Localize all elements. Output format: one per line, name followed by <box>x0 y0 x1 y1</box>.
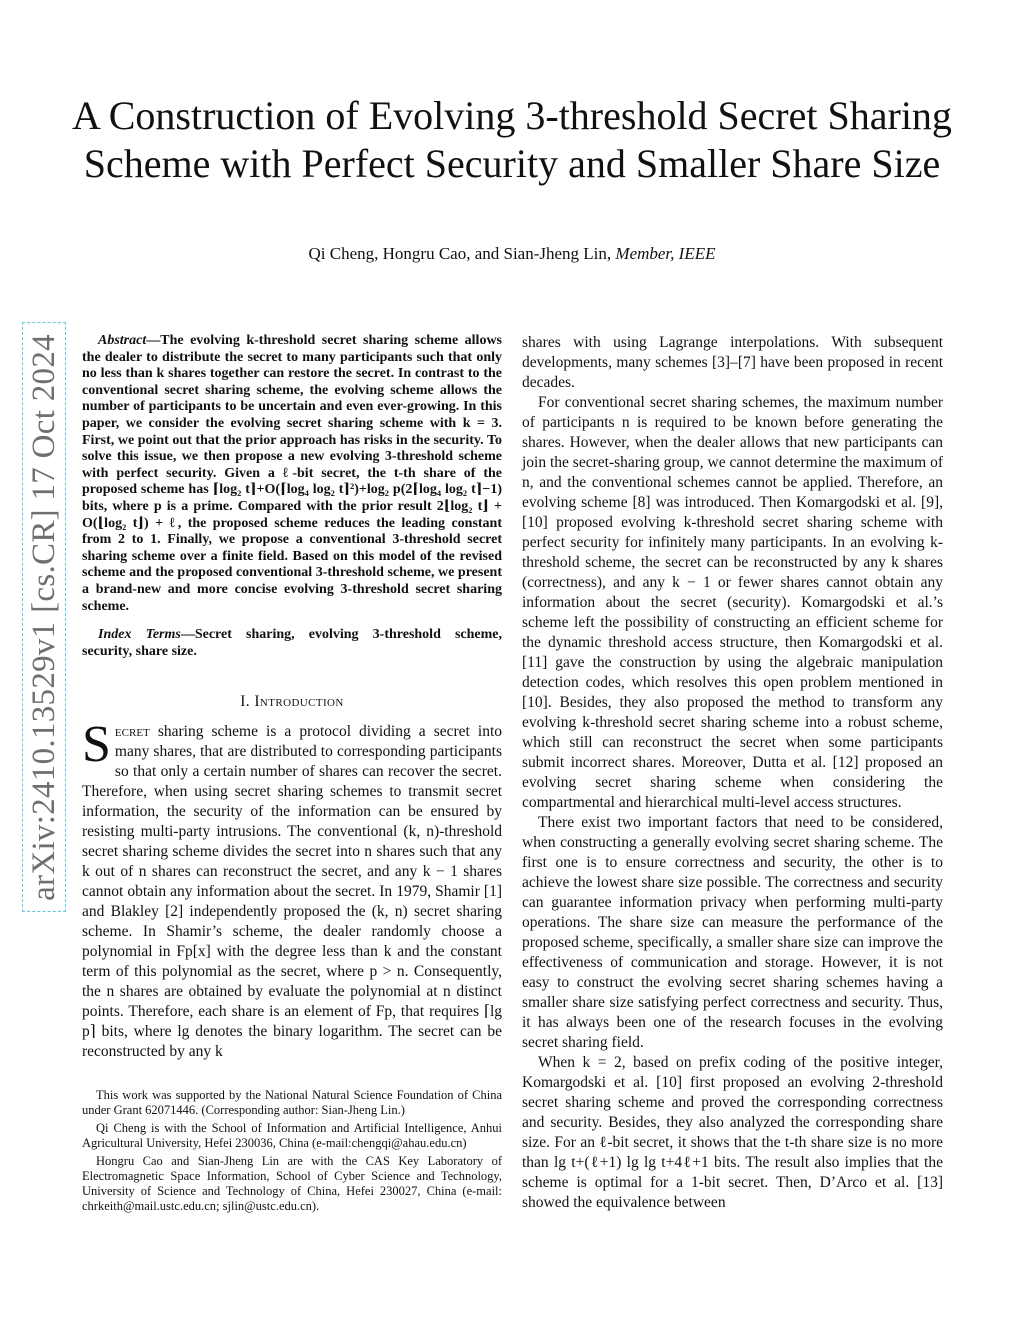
right-paragraph-1: shares with using Lagrange interpolations. With subsequent developments, many schemes [3]–[7] have been proposed in recent decades. <box>522 334 943 391</box>
drop-cap-letter: S <box>82 716 111 774</box>
introduction-paragraph-1-text: sharing scheme is a protocol dividing a secret into many shares, that are distributed to corresponding participants so that only a certain number of shares can recover the secret. Therefore, when using secret sharing schemes to transmit secret information, the security of the information can be ensured by resisting multi-party intrusions. The conventional (k, n)-threshold secret sharing scheme divides the secret into n shares such that any k out of n shares can reconstruct the secret, and any k − 1 shares cannot obtain any information about the secret. In 1979, Shamir [1] and Blakley [2] independently proposed the (k, n) secret sharing scheme. In Shamir’s scheme, the dealer randomly choose a polynomial in Fp[x] with the degree less than k and the constant term of this polynomial as the secret, where p > n. Consequently, the n shares are obtained by evaluate the polynomial at n distinct points. Therefore, each share is an element of Fp, that requires ⌈lg p⌉ bits, where lg denotes the binary logarithm. The secret can be reconstructed by any k <box>82 723 502 1061</box>
paper-title: A Construction of Evolving 3-threshold Secret Sharing Scheme with Perfect Security and Smaller Share Size <box>72 93 952 186</box>
section-heading-introduction: I. Introduction <box>240 693 344 711</box>
right-paragraph-3: There exist two important factors that need to be considered, when constructing a generally evolving secret sharing scheme. The first one is to ensure correctness and security, the other is to achieve the lowest share size possible. The correctness and security can guarantee information privacy when performing multi-party operations. The share size can measure the performance of the proposed scheme, specifically, a smaller share size can improve the effectiveness of communication and storage. However, it is not easy to construct the evolving secret sharing schemes having a smaller share size satisfying perfect correctness and security. Thus, it has always been one of the research focuses in the evolving secret sharing field. <box>522 814 943 1051</box>
index-terms-text: —Secret sharing, evolving 3-threshold scheme, security, share size. <box>82 627 503 660</box>
index-terms-label: Index Terms <box>98 627 181 643</box>
left-column <box>82 333 502 1217</box>
right-column <box>522 333 943 1213</box>
footnote-funding: This work was supported by the National Natural Science Foundation of China under Grant 62071446. (Corresponding author: Sian-Jheng Lin.) <box>82 1088 502 1118</box>
arxiv-identifier-text: arXiv:2410.13529v1 [cs.CR] 17 Oct 2024 <box>25 333 62 901</box>
right-paragraph-2: For conventional secret sharing schemes, the maximum number of participants n is required to be known before generating the shares. However, when the dealer allows that new participants can join the secret-sharing group, we cannot determine the maximum of n, and the conventional schemes cannot be applied. Therefore, an evolving scheme [8] was introduced. Then Komargodski et al. [9], [10] proposed evolving k-threshold secret sharing scheme with perfect security for infinitely many participants. In an evolving k-threshold scheme, the secret can be reconstructed by any k shares (correctness), and any k − 1 or fewer shares cannot obtain any information about the secret (security). Komargodski et al.’s scheme left the possibility of constructing an efficient scheme for the dynamic threshold access structure, then Komargodski et al. [11] gave the construction by using the algebraic manipulation detection codes, which resolves this open problem mentioned in [10]. Besides, they also proposed the method to transform any evolving k-threshold secret sharing scheme into a robust scheme, which still can reconstruct the secret when some participants submit incorrect shares. Moreover, Dutta et al. [12] proposed an evolving secret sharing scheme when considering the compartmental and hierarchical multi-level access structures. <box>522 394 943 811</box>
arxiv-identifier-stamp[interactable] <box>22 322 66 912</box>
introduction-paragraph-1 <box>82 716 502 1062</box>
right-paragraph-4: When k = 2, based on prefix coding of the positive integer, Komargodski et al. [10] first proposed an evolving 2-threshold secret sharing scheme and proved the corresponding correctness and security. Besides, they also analyzed the corresponding share size. For an ℓ-bit secret, it shows that the t-th share size is no more than lg t+(ℓ+1) lg lg t+4ℓ+1 bits. The result also implies that the scheme is optimal for a 1-bit secret. Then, D’Arco et al. [13] showed the equivalence between <box>522 1054 943 1211</box>
author-role: Member, IEEE <box>615 244 716 263</box>
footnote-affiliation-2: Hongru Cao and Sian-Jheng Lin are with the CAS Key Laboratory of Electromagnetic Space Information, School of Cyber Science and Technology, University of Science and Technology of China, Hefei 230027, China (e-mail: chrkeith@mail.ustc.edu.cn; sjlin@ustc.edu.cn). <box>82 1154 502 1214</box>
author-names: Qi Cheng, Hongru Cao, and Sian-Jheng Lin, <box>308 244 612 263</box>
index-terms <box>82 626 502 660</box>
abstract-text: —The evolving k-threshold secret sharing scheme allows the dealer to distribute the secret to many participants such that only no less than k shares together can restore the secret. In contrast to the conventional secret sharing scheme, the evolving scheme allows the number of participants to be uncertain and even ever-growing. In this paper, we consider the evolving secret sharing scheme with k = 3. First, we point out that the prior approach has risks in the security. To solve this issue, we then propose a new evolving 3-threshold scheme with perfect security. Given a ℓ-bit secret, the t-th share of the proposed scheme has ⌈log₂ t⌉+O(⌈log₄ log₂ t⌉²)+log₂ p(2⌈log₄ log₂ t⌉−1) bits, where p is a prime. Compared with the prior result 2⌊log₂ t⌋ + O(⌊log₂ t⌋) + ℓ, the proposed scheme reduces the leading constant from 2 to 1. Finally, we propose a conventional 3-threshold secret sharing scheme over a finite field. Based on this model of the revised scheme and the proposed conventional 3-threshold scheme, we present a brand-new and more concise evolving 3-threshold secret sharing scheme. <box>82 333 502 614</box>
drop-cap-word: ecret <box>114 723 150 741</box>
footnotes <box>82 1088 502 1214</box>
abstract-label: Abstract <box>98 333 147 348</box>
abstract <box>82 333 502 615</box>
footnote-affiliation-1: Qi Cheng is with the School of Information and Artificial Intelligence, Anhui Agricultural University, Hefei 230036, China (e-mail:chengqi@ahau.edu.cn) <box>82 1121 502 1151</box>
author-line <box>60 243 964 265</box>
